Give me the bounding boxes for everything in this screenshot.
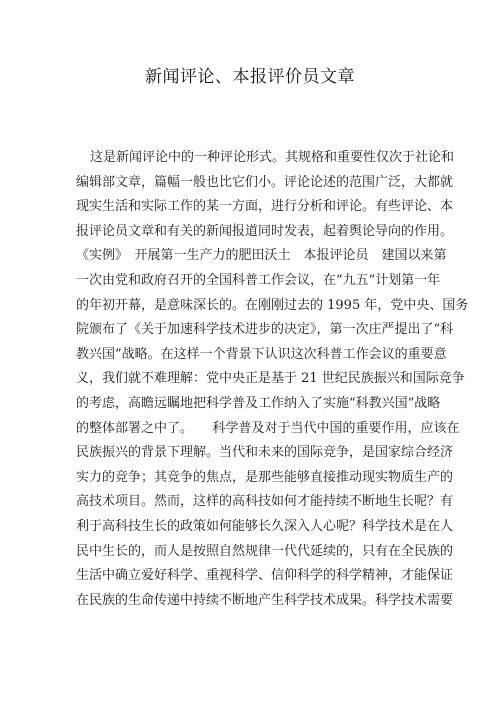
body-line: 高技术项目。然而，这样的高科技如何才能持续不断地生长呢？有 bbox=[76, 494, 454, 510]
body-line: 的考虑，高瞻远瞩地把科学普及工作纳入了实施“科教兴国”战略 bbox=[76, 395, 441, 411]
body-line: 民族振兴的背景下理解。当代和未来的国际竞争，是国家综合经济 bbox=[76, 445, 454, 461]
body-line: 院颁布了《关于加速科学技术进步的决定》，第一次庄严提出了“科 bbox=[76, 322, 454, 338]
body-line: 利于高科技生长的政策如何能够长久深入人心呢？科学技术是在人 bbox=[76, 518, 454, 534]
body-line: 报评论员文章和有关的新闻报道同时发表，起着舆论导向的作用。 bbox=[76, 223, 454, 239]
body-line: 教兴国”战略。在这样一个背景下认识这次科普工作会议的重要意 bbox=[76, 346, 447, 362]
body-line: 义，我们就不难理解：党中央正是基于 21 世纪民族振兴和国际竞争 bbox=[76, 371, 465, 387]
body-line: 这是新闻评论中的一种评论形式。其规格和重要性仅次于社论和 bbox=[90, 150, 455, 165]
document-body bbox=[76, 146, 469, 613]
body-line: 民中生长的，而人是按照自然规律一代代延续的，只有在全民族的 bbox=[76, 543, 454, 559]
body-line: 一次由党和政府召开的全国科普工作会议，在“九五”计划第一年 bbox=[76, 272, 441, 288]
body-line: 编辑部文章，篇幅一般也比它们小。评论论述的范围广泛，大都就 bbox=[76, 174, 454, 190]
body-line: 现实生活和实际工作的某一方面，进行分析和评论。有些评论、本 bbox=[76, 199, 454, 215]
document-title: 新闻评论、本报评价员文章 bbox=[145, 67, 355, 87]
body-line: 的年初开幕，是意味深长的。在刚刚过去的 1995 年，党中央、国务 bbox=[76, 297, 469, 313]
body-line: 的整体部署之中了。 科学普及对于当代中国的重要作用，应该在 bbox=[76, 420, 460, 436]
body-line: 实力的竞争；其竞争的焦点，是那些能够直接推动现实物质生产的 bbox=[76, 469, 454, 485]
body-line: 《实例》 开展第一生产力的肥田沃土 本报评论员 建国以来第 bbox=[76, 248, 447, 264]
body-line: 生活中确立爱好科学、重视科学、信仰科学的科学精神，才能保证 bbox=[76, 568, 454, 584]
body-line: 在民族的生命传递中持续不断地产生科学技术成果。科学技术需要 bbox=[76, 592, 454, 608]
